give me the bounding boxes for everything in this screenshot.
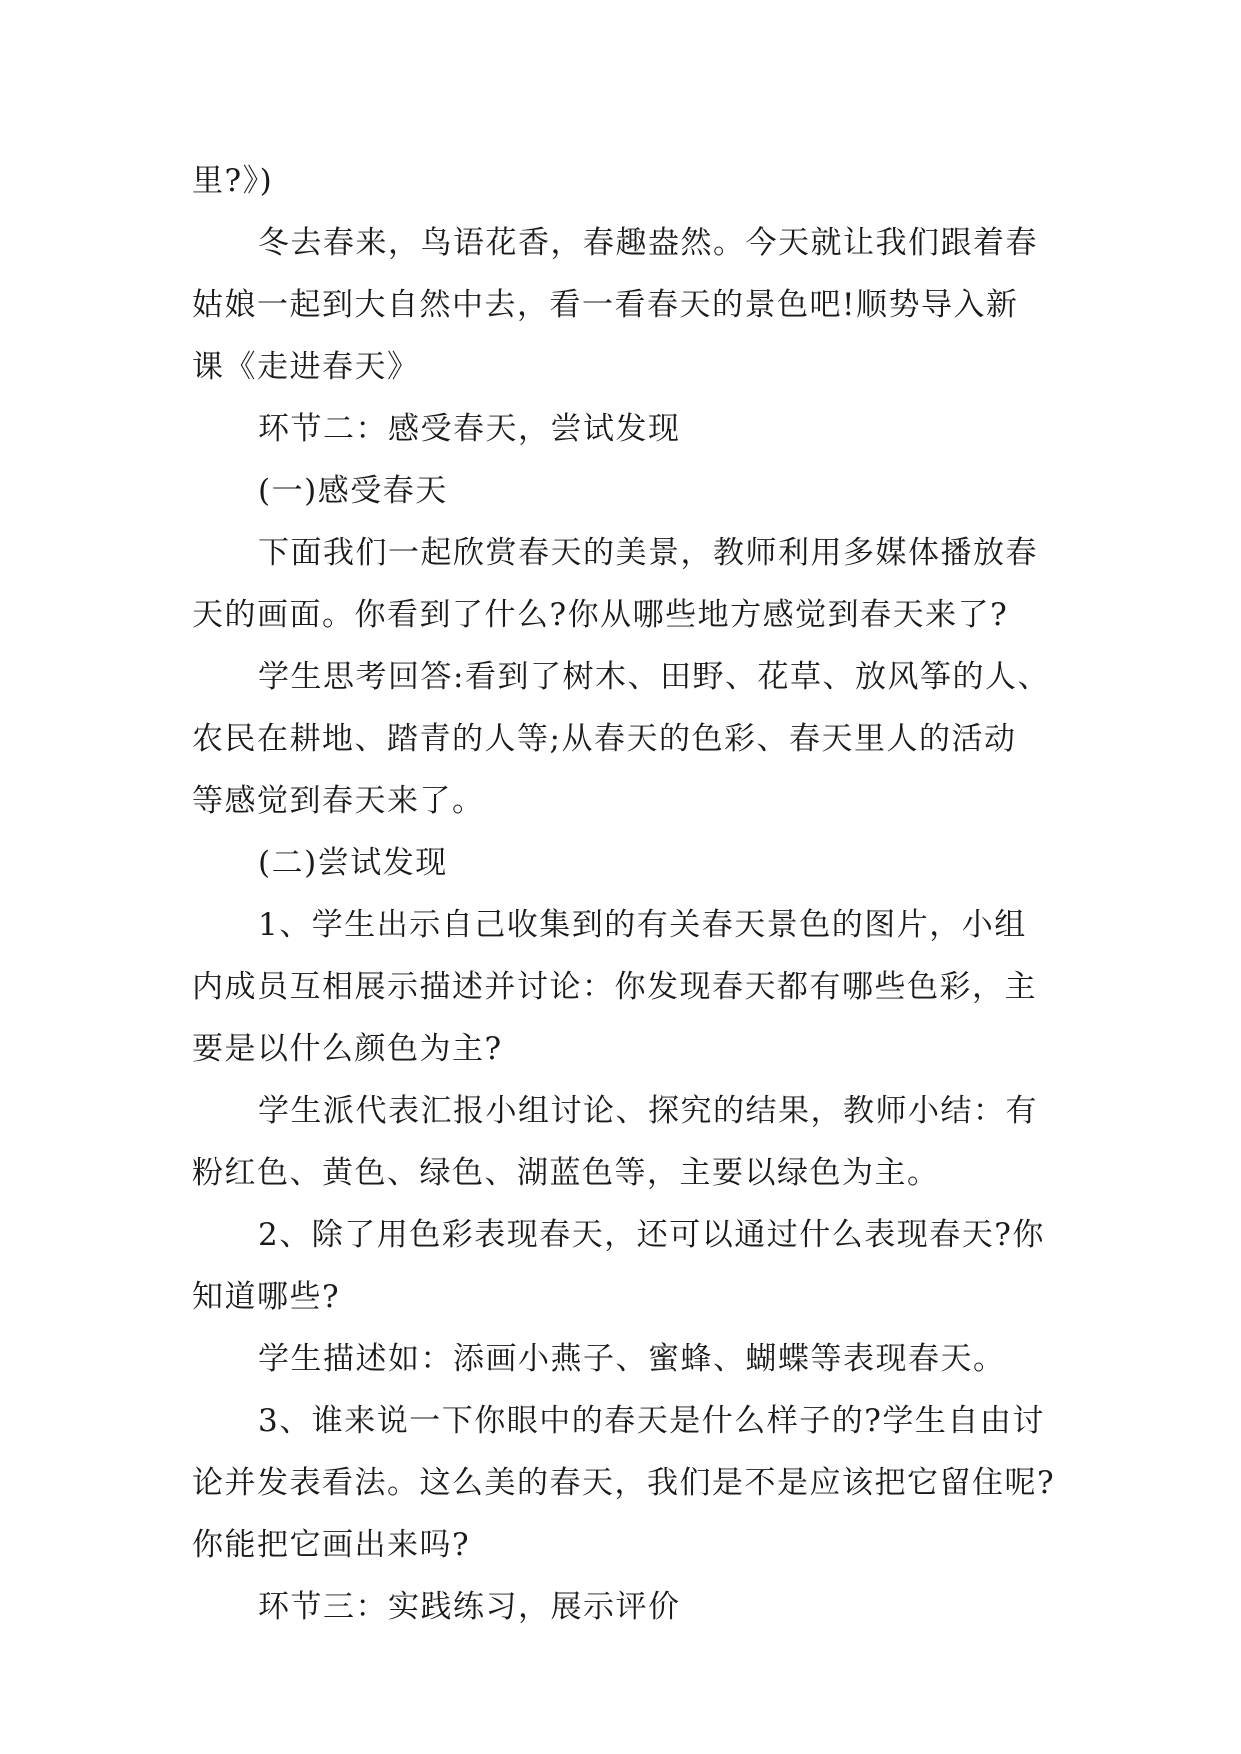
text-line: 等感觉到春天来了。 (192, 783, 485, 819)
subsection-heading: (一)感受春天 (258, 473, 448, 509)
paragraph-line: 下面我们一起欣赏春天的美景，教师利用多媒体播放春 (258, 535, 1038, 571)
text-line: 里?》) (192, 163, 274, 199)
paragraph-line: 学生思考回答:看到了树木、田野、花草、放风筝的人、 (258, 659, 1050, 695)
section-heading: 环节二：感受春天，尝试发现 (258, 411, 681, 447)
text-line: 知道哪些? (192, 1279, 341, 1315)
text-line: 粉红色、黄色、绿色、湖蓝色等，主要以绿色为主。 (192, 1155, 940, 1191)
text-line: 内成员互相展示描述并讨论：你发现春天都有哪些色彩，主 (192, 969, 1037, 1005)
text-line: 农民在耕地、踏青的人等;从春天的色彩、春天里人的活动 (192, 721, 1017, 757)
paragraph-line: 3、谁来说一下你眼中的春天是什么样子的?学生自由讨 (258, 1403, 1045, 1439)
document-body (192, 150, 1062, 1638)
section-heading: 环节三：实践练习，展示评价 (258, 1589, 681, 1625)
paragraph-line: 冬去春来，鸟语花香，春趣盎然。今天就让我们跟着春 (258, 225, 1038, 261)
paragraph-line: 学生派代表汇报小组讨论、探究的结果，教师小结：有 (258, 1093, 1038, 1129)
subsection-heading: (二)尝试发现 (258, 845, 448, 881)
paragraph-line: 2、除了用色彩表现春天，还可以通过什么表现春天?你 (258, 1217, 1045, 1253)
text-line: 论并发表看法。这么美的春天，我们是不是应该把它留住呢? (192, 1465, 1056, 1501)
text-line: 姑娘一起到大自然中去，看一看春天的景色吧!顺势导入新 (192, 287, 1019, 323)
text-line: 课《走进春天》 (192, 349, 420, 385)
paragraph-line: 1、学生出示自己收集到的有关春天景色的图片，小组 (258, 907, 1027, 943)
text-line: 你能把它画出来吗? (192, 1527, 471, 1563)
text-line: 要是以什么颜色为主? (192, 1031, 503, 1067)
paragraph-line: 学生描述如：添画小燕子、蜜蜂、蝴蝶等表现春天。 (258, 1341, 1006, 1377)
text-line: 天的画面。你看到了什么?你从哪些地方感觉到春天来了? (192, 597, 1009, 633)
